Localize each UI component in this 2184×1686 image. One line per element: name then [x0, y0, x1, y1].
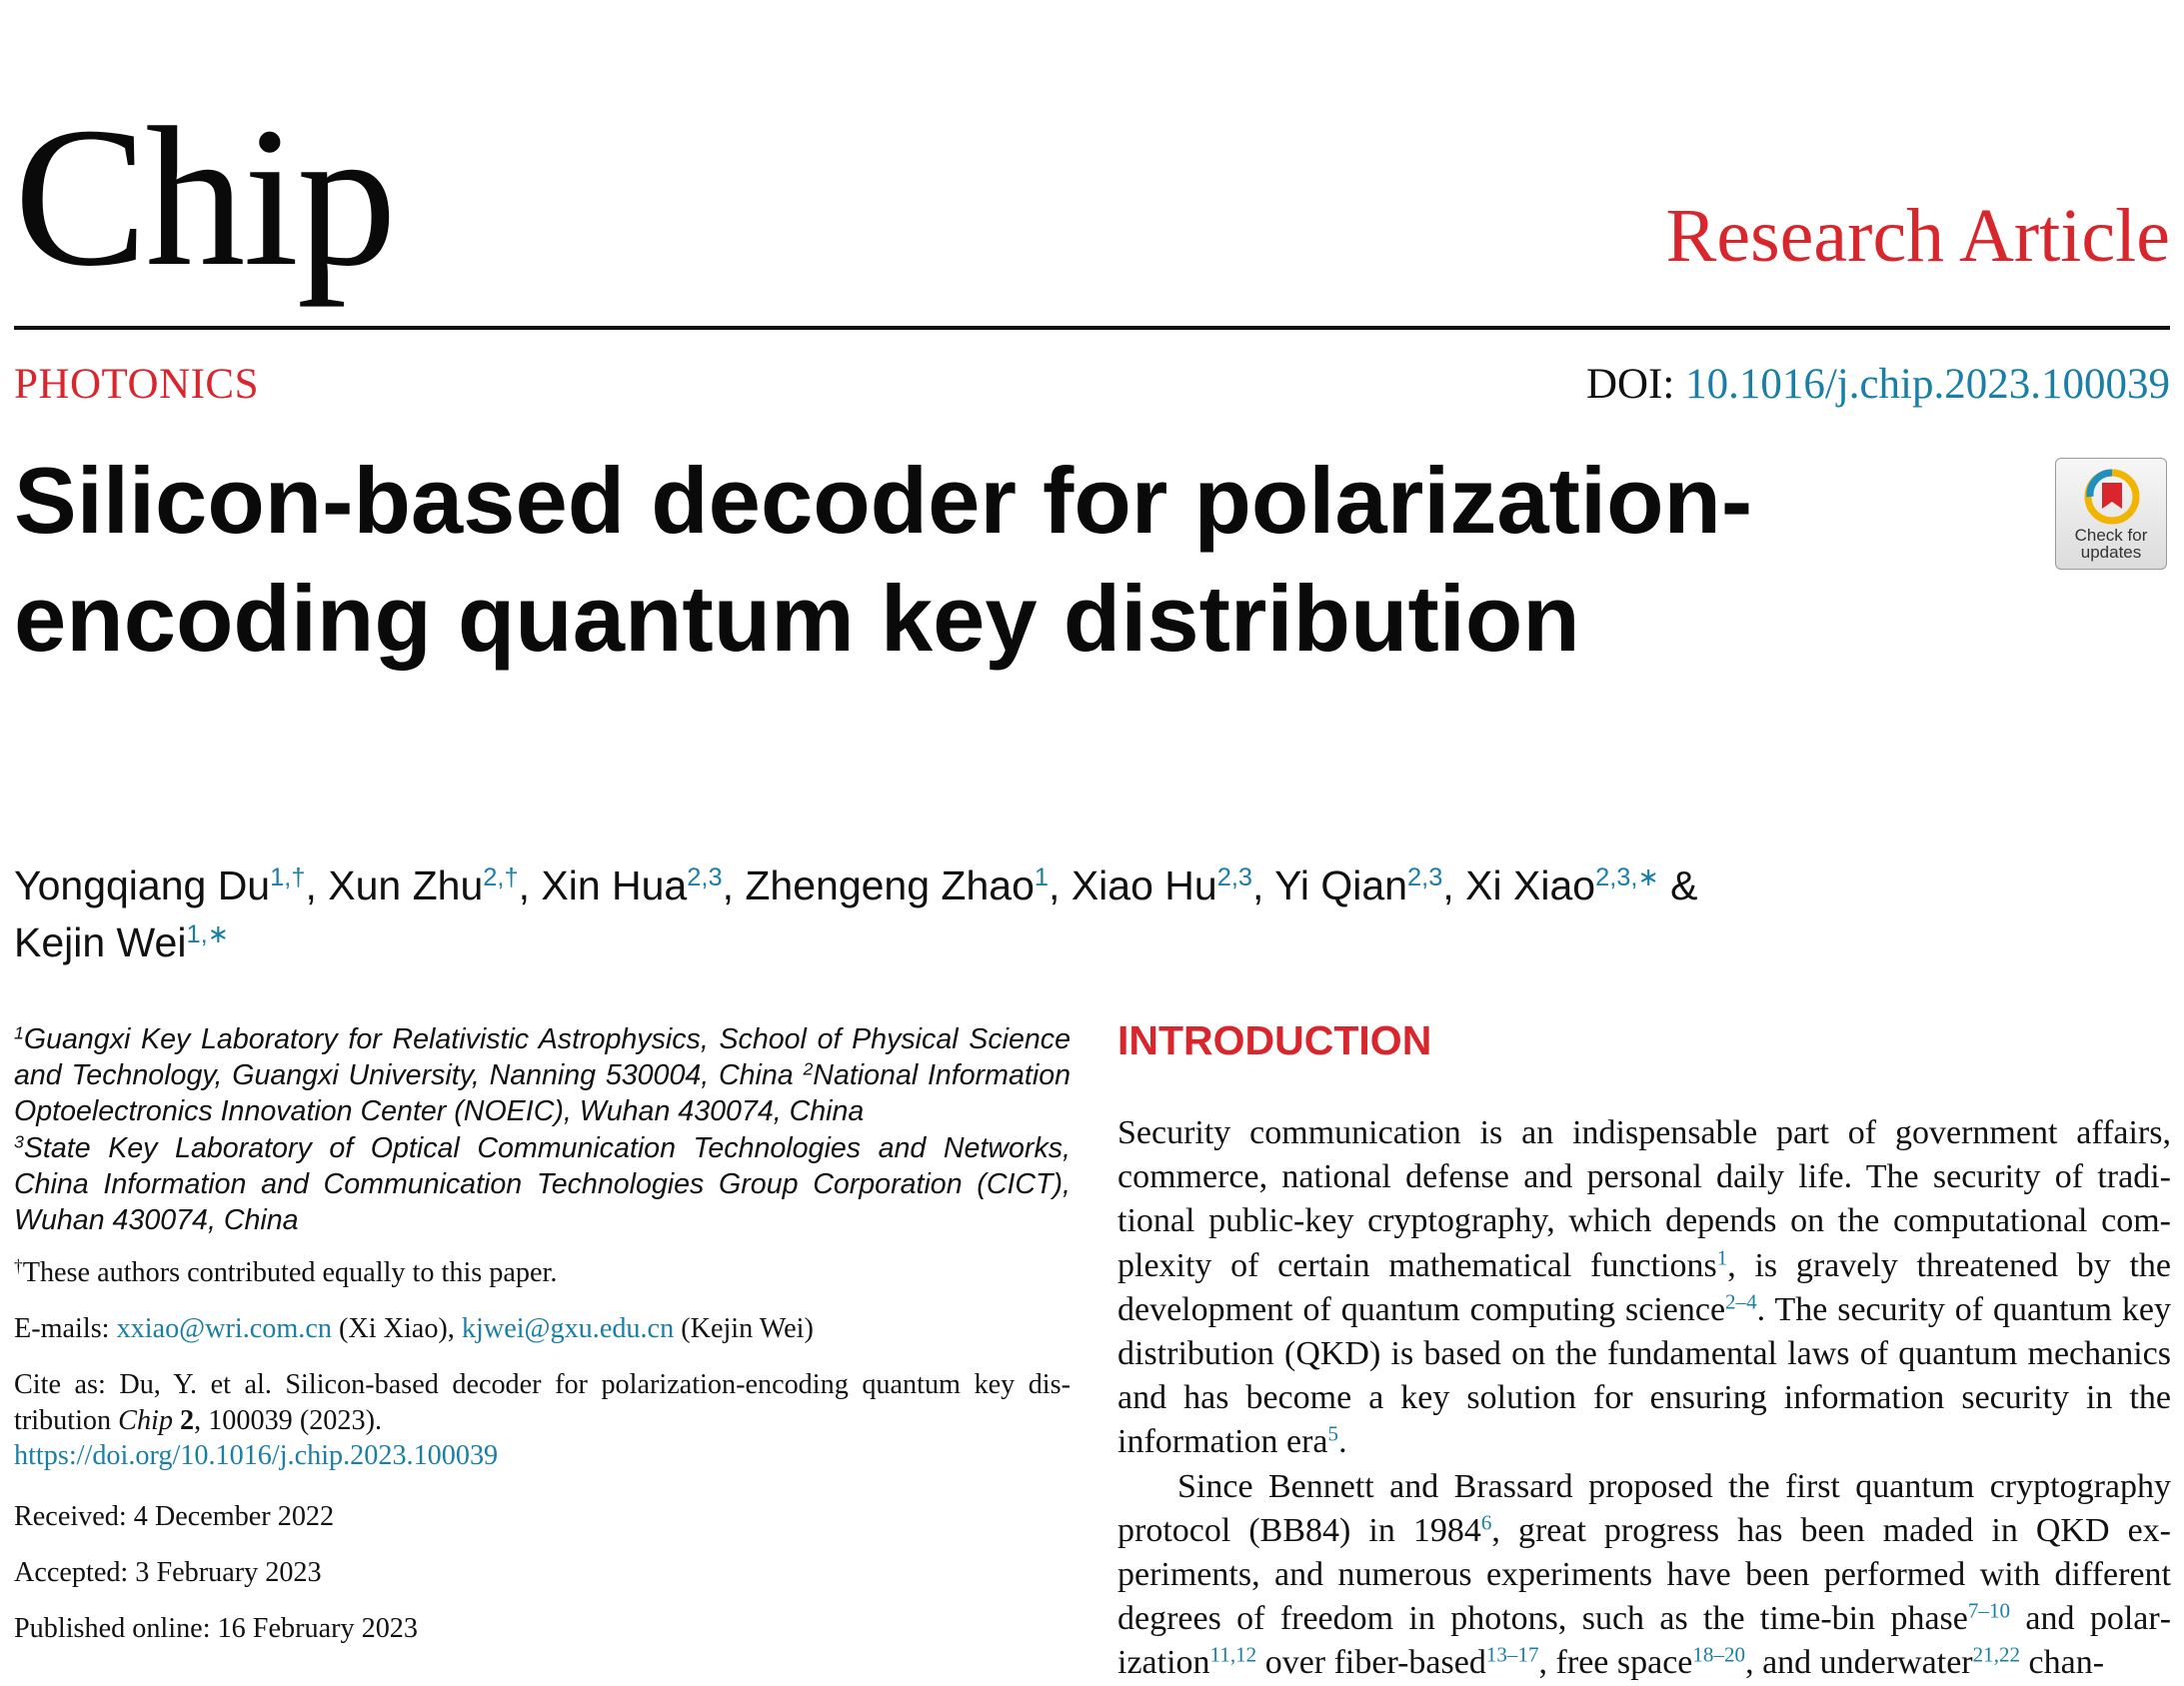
author-affiliation-mark: 1: [1034, 863, 1050, 892]
author-affiliation-mark: 1,†: [270, 863, 306, 892]
introduction-body: [1117, 1111, 2171, 1686]
body-text: , is gravely threatened by the development of quantum computing science: [1117, 1246, 2171, 1328]
cite-journal: Chip: [118, 1404, 173, 1436]
affiliation-text: Guangxi Key Laboratory for Relativistic Astrophysics, School of Physical Science and Technology, Guangxi University, Nanning 530004, China: [14, 1023, 1071, 1092]
header-rule: [14, 326, 2170, 330]
email-link-wei[interactable]: kjwei@gxu.edu.cn: [461, 1313, 675, 1344]
author-name: Xi Xiao: [1465, 862, 1596, 908]
body-text: . The security of quantum key distribution (QKD) is based on the fundamental laws of quantum mechanics and has become a key solution for ensuring information security in the information era: [1117, 1290, 2171, 1461]
author-name: Xin Hua: [541, 862, 688, 908]
citation-ref: 2–4: [1725, 1289, 1757, 1314]
citation-block: [14, 1367, 1071, 1474]
author-separator: ,: [1442, 862, 1466, 908]
emails-label: E-mails:: [14, 1313, 117, 1344]
author-name: Kejin Wei: [14, 919, 187, 965]
author-affiliation-mark: 2,†: [483, 863, 519, 892]
author-affiliation-mark: 2,3: [1216, 863, 1253, 892]
badge-label-line-2: updates: [2080, 543, 2142, 562]
cite-url-link[interactable]: https://doi.org/10.1016/j.chip.2023.100039: [14, 1440, 499, 1471]
affiliation-number: 3: [14, 1130, 24, 1151]
introduction-heading: INTRODUCTION: [1117, 1017, 1432, 1063]
citation-ref: 5: [1327, 1421, 1339, 1446]
email-name-wei: (Kejin Wei): [674, 1313, 814, 1344]
author-separator: ,: [518, 862, 542, 908]
body-text: Since Bennett and Brassard proposed the first quantum cryptography protocol (BB84) in 1984: [1117, 1467, 2171, 1549]
author-name: Xun Zhu: [328, 862, 484, 908]
citation-ref: 11,12: [1209, 1642, 1257, 1667]
author-name: Yongqiang Du: [14, 862, 271, 908]
accepted-date: Accepted: 3 February 2023: [14, 1557, 322, 1588]
cite-prefix: Cite as: Du, Y. et al. Silicon-based decoder for polarization-encoding quantum key distribution: [14, 1369, 1071, 1436]
author-separator: ,: [305, 862, 329, 908]
citation-ref: 21,22: [1972, 1642, 2021, 1667]
citation-ref: 7–10: [1967, 1598, 2011, 1623]
cite-volume: 2: [180, 1404, 195, 1436]
author-affiliation-mark: 1,∗: [186, 920, 229, 949]
cite-rest: , 100039 (2023).: [194, 1404, 383, 1436]
intro-paragraph-1: [1117, 1111, 2171, 1465]
dagger-mark: †: [14, 1255, 23, 1276]
author-separator: ,: [722, 862, 746, 908]
affiliation-text: State Key Laboratory of Optical Communication Technologies and Networks, China Information and Communication Technologies Group Corporation (CICT), Wuhan 430074, China: [14, 1131, 1071, 1237]
email-link-xiao[interactable]: xxiao@wri.com.cn: [116, 1313, 332, 1344]
body-text: chan-: [2020, 1644, 2105, 1682]
doi-link[interactable]: 10.1016/j.chip.2023.100039: [1685, 361, 2170, 408]
badge-label-line-1: Check for: [2074, 526, 2148, 545]
author-name: Yi Qian: [1274, 862, 1408, 908]
body-text: and polarization: [1117, 1600, 2172, 1682]
check-updates-icon: [2084, 469, 2140, 525]
check-for-updates-badge[interactable]: [2055, 458, 2167, 570]
body-text: , and underwater: [1745, 1644, 1973, 1682]
author-separator: ,: [1049, 862, 1072, 908]
equal-contribution-text: These authors contributed equally to this paper.: [22, 1257, 558, 1288]
author-affiliation-mark: 2,3: [1407, 863, 1443, 892]
author-separator: &: [1658, 862, 1698, 908]
received-date: Received: 4 December 2022: [14, 1501, 335, 1532]
emails-line: [14, 1311, 1071, 1347]
doi-prefix: DOI:: [1585, 361, 1675, 408]
body-text: , free space: [1538, 1644, 1693, 1682]
article-type: Research Article: [1665, 194, 2170, 278]
section-label: PHOTONICS: [14, 361, 260, 408]
badge-label: [2056, 527, 2166, 561]
author-affiliation-mark: 2,3: [687, 863, 723, 892]
published-date: Published online: 16 February 2023: [14, 1613, 418, 1644]
equal-contribution-note: [14, 1255, 1071, 1291]
author-list: [14, 857, 2053, 971]
citation-ref: 18–20: [1692, 1642, 1746, 1667]
journal-name: Chip: [14, 87, 395, 308]
paper-title: Silicon-based decoder for polarization-encoding quantum key distribution: [14, 448, 1753, 671]
author-name: Xiao Hu: [1071, 862, 1217, 908]
affiliation-number: 2: [803, 1058, 814, 1079]
affiliation-number: 1: [14, 1022, 24, 1043]
citation-ref: 13–17: [1485, 1642, 1539, 1667]
author-separator: ,: [1252, 862, 1275, 908]
author-affiliation-mark: 2,3,∗: [1595, 863, 1659, 892]
citation-ref: 6: [1480, 1510, 1492, 1535]
author-name: Zhengeng Zhao: [745, 862, 1035, 908]
body-text: .: [1338, 1423, 1347, 1461]
body-text: , great progress has been maded in QKD experiments, and numerous experiments have been performed with different degrees of freedom in photons, such as the time-bin phase: [1117, 1511, 2171, 1638]
body-text: over fiber-based: [1256, 1644, 1486, 1682]
citation-ref: 1: [1716, 1245, 1728, 1270]
body-text: Security communication is an indispensable part of government affairs, commerce, national defense and personal daily life. The security of traditional public-key cryptography, which depends on the computational complexity of certain mathematical functions: [1117, 1114, 2171, 1284]
intro-paragraph-2: [1117, 1465, 2171, 1686]
affiliations: [14, 1021, 1071, 1238]
doi-line: [1586, 360, 2170, 409]
affiliation-text: National Information Optoelectronics Innovation Center (NOEIC), Wuhan 430074, China: [14, 1059, 1071, 1128]
email-name-xiao: (Xi Xiao),: [331, 1313, 462, 1344]
